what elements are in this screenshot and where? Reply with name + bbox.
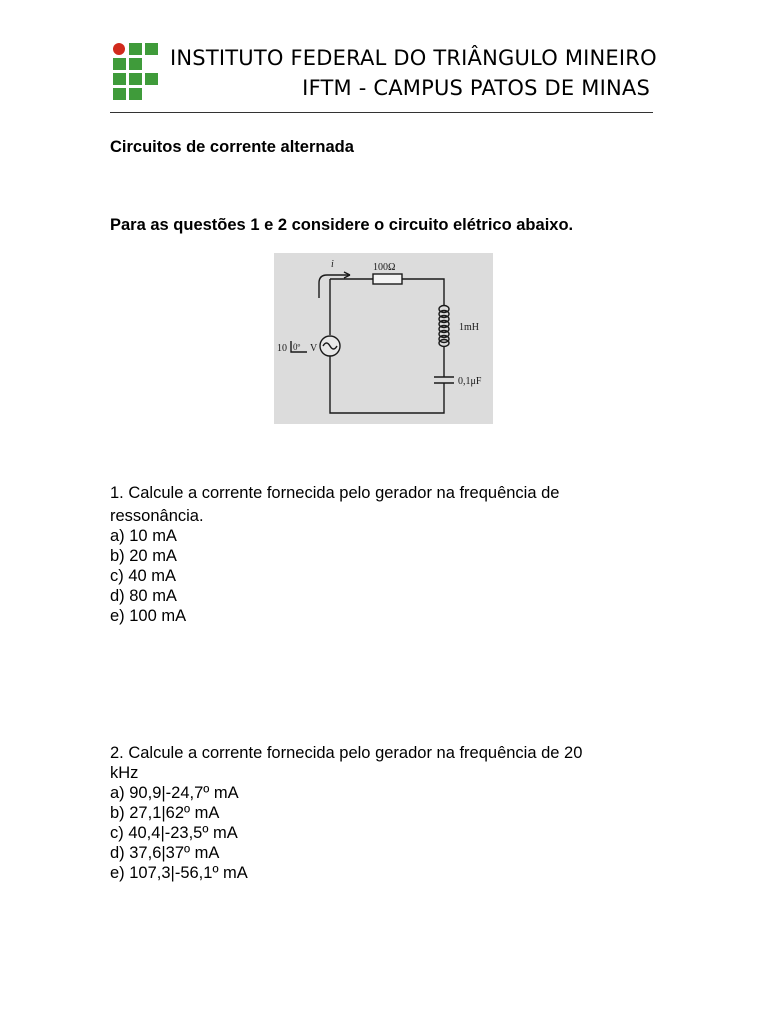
ac-source-symbol bbox=[320, 336, 340, 356]
question-2-option-e: e) 107,3|-56,1º mA bbox=[110, 864, 248, 882]
question-2-stem-line2: kHz bbox=[110, 764, 139, 782]
question-1-option-b: b) 20 mA bbox=[110, 547, 177, 565]
wire-top-right bbox=[402, 279, 444, 306]
wire-right-bottom bbox=[330, 356, 444, 413]
inductor-symbol bbox=[439, 306, 449, 347]
question-2-option-c: c) 40,4|-23,5º mA bbox=[110, 824, 238, 842]
circuit-diagram bbox=[274, 253, 493, 424]
source-angle: 0º bbox=[293, 342, 301, 352]
question-2-option-d: d) 37,6|37º mA bbox=[110, 844, 220, 862]
capacitor-label: 0,1μF bbox=[458, 376, 482, 387]
question-2 bbox=[110, 743, 582, 883]
current-label: i bbox=[331, 259, 334, 270]
inductor-label: 1mH bbox=[459, 322, 479, 333]
question-2-option-a: a) 90,9|-24,7º mA bbox=[110, 784, 239, 802]
logo-red-dot bbox=[113, 43, 125, 55]
document-title: Circuitos de corrente alternada bbox=[110, 138, 354, 156]
capacitor-symbol bbox=[434, 377, 454, 383]
question-1-option-d: d) 80 mA bbox=[110, 587, 177, 605]
resistor-symbol bbox=[373, 274, 402, 284]
question-1-stem-line1: 1. Calcule a corrente fornecida pelo gerador na frequência de bbox=[110, 484, 560, 502]
campus-name: IFTM - CAMPUS PATOS DE MINAS bbox=[302, 76, 650, 100]
instruction-text: Para as questões 1 e 2 considere o circuito elétrico abaixo. bbox=[110, 216, 574, 234]
question-1-option-e: e) 100 mA bbox=[110, 607, 187, 625]
iftm-logo bbox=[113, 43, 159, 101]
header-divider bbox=[110, 112, 653, 113]
question-2-stem-line1: 2. Calcule a corrente fornecida pelo gerador na frequência de 20 bbox=[110, 744, 583, 762]
source-magnitude: 10 bbox=[277, 343, 287, 354]
resistor-label: 100Ω bbox=[373, 262, 396, 273]
question-1 bbox=[110, 483, 559, 626]
institution-name: INSTITUTO FEDERAL DO TRIÂNGULO MINEIRO bbox=[170, 46, 657, 70]
question-1-option-c: c) 40 mA bbox=[110, 567, 177, 585]
source-unit: V bbox=[310, 343, 318, 354]
question-1-stem-line2: ressonância. bbox=[110, 507, 204, 525]
question-2-option-b: b) 27,1|62º mA bbox=[110, 804, 220, 822]
question-1-option-a: a) 10 mA bbox=[110, 527, 177, 545]
